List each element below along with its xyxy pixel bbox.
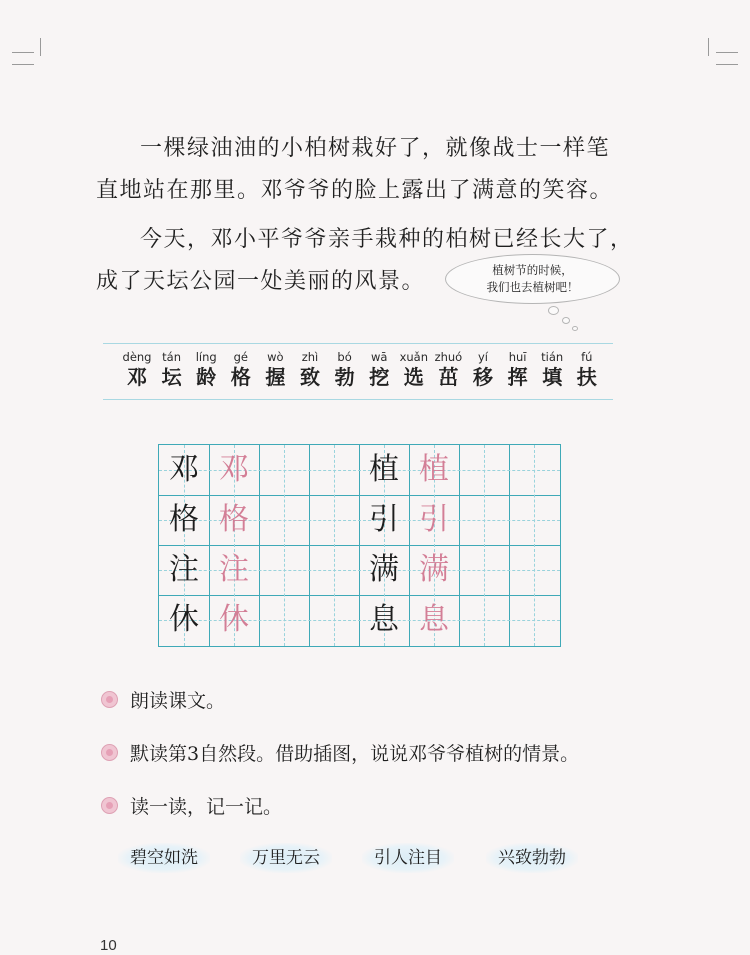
pinyin-label: zhuó (434, 350, 463, 364)
new-word (429, 350, 467, 390)
new-word (464, 350, 502, 390)
model-character: 息 (369, 602, 399, 637)
pinyin-label: xuǎn (399, 350, 429, 364)
character-label: 扶 (576, 365, 597, 389)
model-character: 休 (169, 602, 199, 637)
crop-mark-top-right (716, 52, 738, 53)
character-label: 填 (542, 365, 563, 389)
exercise-2 (101, 741, 579, 767)
grid-guide (484, 445, 485, 646)
trace-character: 邓 (219, 452, 249, 487)
pinyin-label: yí (477, 350, 488, 364)
trace-character: 满 (419, 552, 449, 587)
pinyin-label: zhì (301, 350, 319, 364)
character-label: 挖 (369, 365, 390, 389)
passage-line-4: 成了天坛公园一处美丽的风景。 (96, 269, 426, 294)
pinyin-label: líng (195, 350, 217, 364)
passage-line-1: 一棵绿油油的小柏树栽好了，就像战士一样笔 (140, 136, 611, 161)
grid-guide (534, 445, 535, 646)
idiom-1: 碧空如洗 (118, 843, 210, 873)
exercise-2-text: 默读第3自然段。借助插图，说说邓爷爷植树的情景。 (130, 743, 580, 765)
character-label: 勃 (334, 365, 355, 389)
writing-grid (158, 444, 561, 647)
trace-character: 息 (419, 602, 449, 637)
new-word (222, 350, 260, 390)
passage-line-2: 直地站在那里。邓爷爷的脸上露出了满意的笑容。 (96, 178, 614, 203)
idiom-3: 引人注目 (362, 843, 454, 873)
crop-mark-top-left (12, 52, 34, 53)
character-label: 格 (230, 365, 251, 389)
model-character: 植 (369, 452, 399, 487)
bullet-icon (101, 691, 118, 708)
bullet-icon (101, 797, 118, 814)
new-word (395, 350, 433, 390)
crop-mark-top-left-v (40, 38, 41, 56)
trace-character: 休 (219, 602, 249, 637)
trace-character: 植 (419, 452, 449, 487)
pinyin-label: huī (508, 350, 527, 364)
exercise-3-text: 读一读，记一记。 (130, 796, 283, 818)
exercise-3 (101, 794, 282, 820)
idiom-2: 万里无云 (240, 843, 332, 873)
character-label: 致 (300, 365, 320, 389)
pinyin-label: bó (337, 350, 352, 364)
character-label: 移 (473, 365, 493, 389)
bubble-tail-dot-2 (562, 317, 570, 324)
pinyin-label: wò (267, 350, 284, 364)
character-label: 握 (265, 365, 286, 389)
grid-guide (334, 445, 335, 646)
speech-bubble (445, 254, 620, 304)
pinyin-label: tán (162, 350, 182, 364)
new-word (256, 350, 294, 390)
words-rule-top (103, 343, 613, 344)
model-character: 邓 (169, 452, 199, 487)
pinyin-label: gé (233, 350, 248, 364)
pinyin-label: fú (581, 350, 593, 364)
words-rule-bottom (103, 399, 613, 400)
model-character: 满 (369, 552, 399, 587)
new-word (153, 350, 191, 390)
bubble-line-1: 植树节的时候， (492, 263, 573, 277)
grid-guide (284, 445, 285, 646)
character-label: 茁 (438, 365, 459, 389)
exercise-1 (101, 688, 225, 714)
pinyin-label: wā (370, 350, 388, 364)
bubble-tail-dot-3 (572, 326, 578, 331)
model-character: 引 (369, 502, 399, 537)
character-label: 邓 (127, 365, 147, 389)
bullet-icon (101, 744, 118, 761)
crop-mark-top-right-h2 (716, 64, 738, 65)
new-word (533, 350, 571, 390)
crop-mark-top-left-h2 (12, 64, 34, 65)
new-word (499, 350, 537, 390)
new-word (118, 350, 156, 390)
trace-character: 格 (219, 502, 249, 537)
character-label: 坛 (161, 365, 182, 389)
trace-character: 引 (419, 502, 449, 537)
page-number: 10 (100, 937, 117, 954)
idiom-4: 兴致勃勃 (486, 843, 578, 873)
model-character: 注 (169, 552, 199, 587)
trace-character: 注 (219, 552, 249, 587)
new-word (568, 350, 606, 390)
new-word (326, 350, 364, 390)
exercise-1-text: 朗读课文。 (130, 690, 226, 712)
pinyin-label: dèng (122, 350, 152, 364)
character-label: 选 (403, 365, 424, 389)
pinyin-label: tián (541, 350, 564, 364)
new-word (291, 350, 329, 390)
new-word (187, 350, 225, 390)
model-character: 格 (169, 502, 199, 537)
passage-line-3: 今天，邓小平爷爷亲手栽种的柏树已经长大了， (140, 227, 634, 252)
character-label: 龄 (196, 365, 217, 389)
character-label: 挥 (507, 365, 528, 389)
new-word (360, 350, 398, 390)
crop-mark-top-right-v (708, 38, 709, 56)
bubble-line-2: 我们也去植树吧！ (486, 280, 579, 294)
bubble-tail-dot-1 (548, 306, 559, 315)
